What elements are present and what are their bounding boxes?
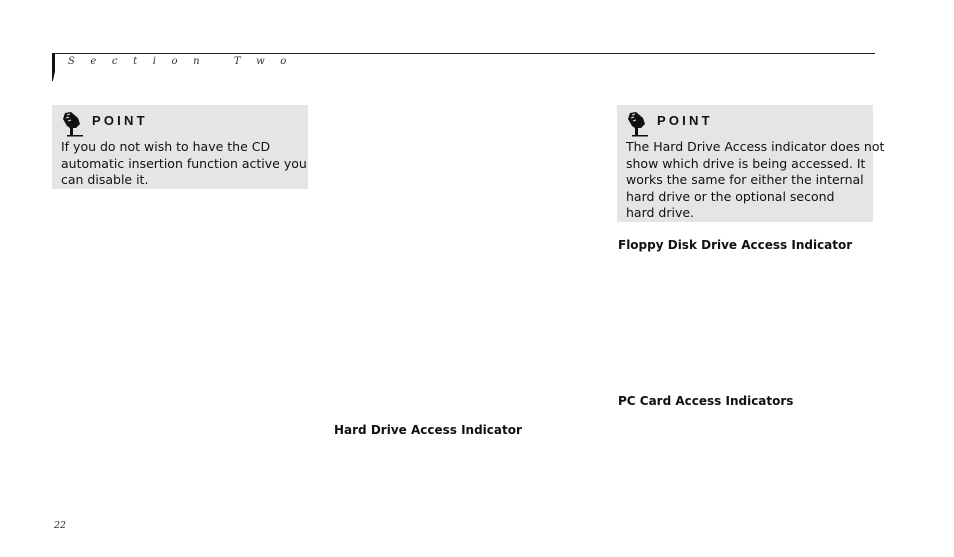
heading-hard-drive: Hard Drive Access Indicator xyxy=(334,423,522,437)
point-box-right xyxy=(617,105,885,222)
point-body xyxy=(61,139,307,189)
heading-pc-card: PC Card Access Indicators xyxy=(618,394,794,408)
header-tick-mark xyxy=(52,53,55,81)
point-line: automatic insertion function active you xyxy=(61,155,307,171)
point-header xyxy=(626,109,865,135)
point-line: hard drive. xyxy=(626,205,695,220)
point-line: If you do not wish to have the CD xyxy=(61,139,271,154)
point-line: works the same for either the internal xyxy=(626,172,864,187)
point-title: POINT xyxy=(92,113,148,128)
point-box-left xyxy=(52,105,308,189)
point-line: The Hard Drive Access indicator does not xyxy=(626,139,885,154)
section-label: S e c t i o n T w o xyxy=(68,56,293,67)
page-number: 22 xyxy=(54,520,67,531)
pointing-hand-icon xyxy=(59,110,87,138)
point-line: can disable it. xyxy=(61,172,149,187)
point-title: POINT xyxy=(657,113,713,128)
point-header xyxy=(61,109,300,135)
header-rule xyxy=(52,53,875,54)
point-line: hard drive or the optional second xyxy=(626,188,835,204)
pointing-hand-icon xyxy=(624,110,652,138)
point-line: show which drive is being accessed. It xyxy=(626,155,866,171)
point-body xyxy=(626,139,885,222)
heading-floppy: Floppy Disk Drive Access Indicator xyxy=(618,238,853,252)
